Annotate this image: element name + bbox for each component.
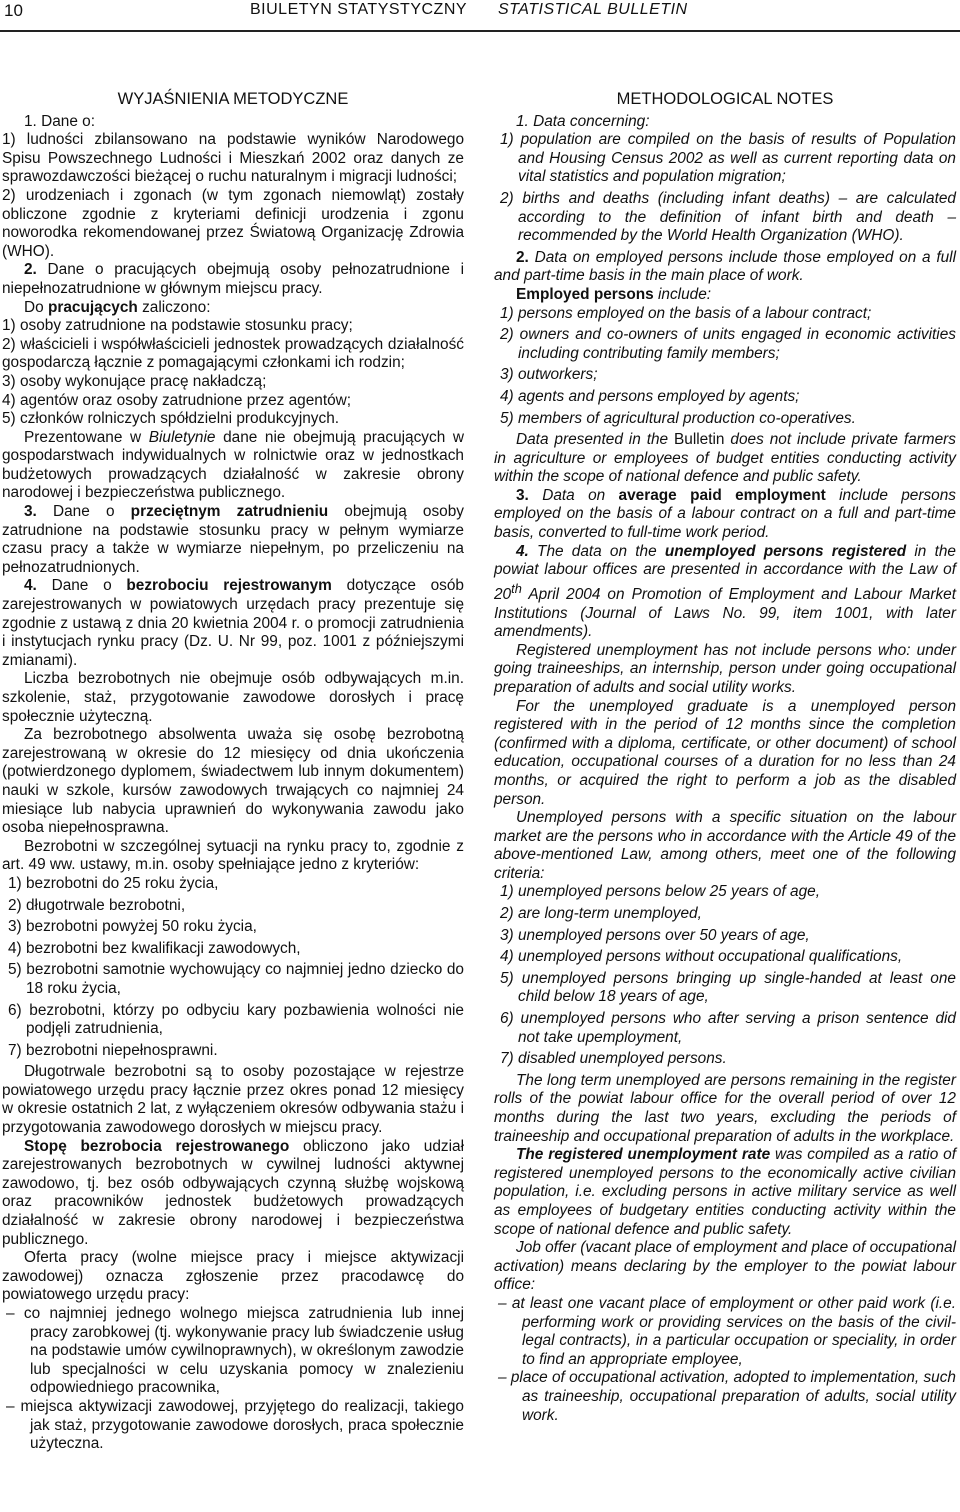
s4-pl [2, 577, 464, 670]
page-header [0, 0, 960, 32]
column-english [494, 90, 956, 1425]
paragraph-registered: Registered unemployment has not include persons who: under going traineeships, an internship, person under going occupational preparation of adults and social utility works. [494, 641, 956, 696]
paragraph-oferta: Oferta pracy (wolne miejsce pracy i miejsce aktywizacji zawodowej) oznacza zgłoszenie przez pracodawcę do powiatowego urzędu pracy: [2, 1249, 464, 1304]
list-item: 4) bezrobotni bez kwalifikacji zawodowych, [8, 939, 301, 957]
s2-number: 2. [516, 248, 529, 266]
dash-list-pl [2, 1305, 464, 1454]
s3-bold: average paid employment [618, 486, 826, 504]
criteria-list-en [494, 883, 956, 1068]
list-item: 5) bezrobotni samotnie wychowujący co najmniej jedno dziecko do 18 roku życia, [8, 961, 464, 997]
section-title-pl: WYJAŚNIENIA METODYCZNE [117, 90, 349, 108]
s4-bold: bezrobociu rejestrowanym [126, 577, 332, 595]
s4-pre: The data on the [537, 542, 657, 560]
list-item: 2) are long-term unemployed, [500, 905, 702, 923]
list-item: 5) unemployed persons bringing up single-handed at least one child below 18 years of age, [500, 969, 956, 1006]
s3-number: 3. [24, 503, 37, 521]
s2-text: Dane o pracujących obejmują osoby pełnozatrudnione i niepełnozatrudnione w głównym miejscu pracy. [2, 261, 465, 297]
s2-note-b: does not include private farmers in agriculture or employees of budget entities conducting activity within the scope of national defence and public safety. [494, 431, 956, 486]
s4-pre: Dane o [51, 577, 112, 595]
s4-number: 4. [24, 577, 37, 595]
s2-list-pl [2, 317, 464, 429]
list-item: 1) bezrobotni do 25 roku życia, [8, 874, 219, 892]
header-title-pl: BIULETYN STATYSTYCZNY [250, 1, 468, 18]
s2-post: zaliczono: [142, 298, 211, 316]
list-item: 1) osoby zatrudnione na podstawie stosunku pracy; [2, 317, 353, 335]
s2-bold: pracujących [47, 298, 138, 316]
list-item: 4) agentów oraz osoby zatrudnione przez agentów; [2, 391, 352, 409]
list-item: – co najmniej jednego wolnego miejsca zatrudnienia lub innej pracy zarobkowej (tj. wykonywanie pracy lub świadczenie usług na podstawie umów cywilnoprawnych), w określonym zawodzie lub specjalności w celu uzyskania pomocy w znalezieniu odpowiedniego pracownika, [6, 1305, 464, 1397]
list-item: 4) unemployed persons without occupational qualifications, [500, 948, 903, 966]
list-item: – at least one vacant place of employment or other paid work (i.e. performing work or providing services on the basis of the civil-legal contracts), in a particular occupation or speciality, in order to find an appropriate employee, [498, 1294, 956, 1368]
paragraph-dlugotrwale: Długotrwale bezrobotni są to osoby pozostające w rejestrze powiatowego urzędu pracy łącznie przez okres ponad 12 miesięcy w okresie ostatnich 2 lat, z wyłączeniem okresów odbywania stażu i przygotowania zawodowego dorosłych w miejscu pracy. [2, 1063, 464, 1137]
list-item: 7) bezrobotni niepełnosprawni. [8, 1041, 218, 1059]
s2-bold: Employed persons [516, 285, 654, 303]
list-item: 3) outworkers; [500, 366, 598, 384]
rate-rest: was compiled as a ratio of registered unemployed persons to the economically active civilian population, i.e. excluding persons in active military service as well as employees of budgetary entities conducting activity within the scope of national defence and public safety. [494, 1146, 956, 1238]
s2-pre: Do [24, 298, 44, 316]
s3-post: include persons employed on the basis of a labour contract on a full and part-time basis, converted to full-time work period. [494, 486, 956, 542]
list-item: 2) właścicieli i współwłaścicieli jednostek prowadzących działalność gospodarczą łącznie z pomagającymi członkami ich rodzin; [2, 335, 464, 372]
s4-en [494, 543, 956, 642]
list-item: 1) persons employed on the basis of a labour contract; [500, 304, 872, 322]
s3-pre: Dane o [53, 503, 115, 521]
s3-post: obejmują osoby zatrudnione na podstawie stosunku pracy w pełnym wymiarze czasu pracy a także w wymiarze niepełnym, po przeliczeniu na pełnozatrudnionych. [2, 503, 464, 576]
s4-bold: unemployed persons registered [664, 542, 907, 560]
s3-en [494, 487, 956, 543]
s3-pre: Data on [542, 486, 606, 504]
s2-note-b: dane nie obejmują pracujących w gospodarstwach indywidualnych w rolnictwie oraz w jednostkach budżetowych prowadzących działalność w zakresie obrony narodowej i bezpieczeństwa publicznego. [2, 428, 464, 502]
page-number: 10 [4, 1, 23, 20]
list-item: 2) urodzeniach i zgonach (w tym zgonach niemowląt) zostały obliczone zgodnie z kryteriami definicji urodzenia i zgonu noworodka rekomendowanej przez Światową Organizację Zdrowia (WHO). [2, 186, 464, 260]
paragraph-liczba: Liczba bezrobotnych nie obejmuje osób odbywających m.in. szkolenie, staż, przygotowanie zawodowe dorosłych i pracę społecznie użyteczną. [2, 670, 464, 725]
s1-head-pl: 1. Dane o: [24, 112, 96, 130]
list-item: 2) długotrwale bezrobotni, [8, 896, 186, 914]
s2-intro-pl [2, 261, 464, 298]
s1-list-pl [2, 131, 464, 261]
s4-number: 4. [516, 542, 529, 560]
criteria-list-pl [2, 875, 464, 1060]
list-item: 1) ludności zbilansowano na podstawie wyników Narodowego Spisu Powszechnego Ludności i Mieszkań 2002 oraz danych ze sprawozdawczości bieżącej o ruchu naturalnym i migracji ludności; [2, 131, 464, 186]
s2-lead-pl [2, 299, 464, 318]
list-item: 2) owners and co-owners of units engaged in economic activities including contributing family members; [500, 326, 956, 362]
list-item: – place of occupational activation, adopted to implementation, such as traineeship, occupational preparation of adults, social utility work. [498, 1369, 956, 1424]
paragraph-rate [494, 1146, 956, 1239]
s2-post: include: [657, 285, 712, 303]
list-item: 3) osoby wykonujące pracę nakładczą; [2, 372, 267, 390]
rate-bold: The registered unemployment rate [516, 1146, 771, 1164]
stopa-bold: Stopę bezrobocia rejestrowanego [24, 1137, 290, 1155]
s3-number: 3. [516, 486, 529, 504]
list-item: 2) births and deaths (including infant deaths) – are calculated according to the definition of infant birth and death – recommended by the World Health Organization (WHO). [500, 189, 956, 245]
paragraph-specific: Unemployed persons with a specific situation on the labour market are the persons who in accordance with the Article 49 of the above-mentioned Law, among others, meet one of the following criteria: [494, 809, 956, 882]
s2-lead-en [494, 286, 956, 305]
s1-list-en [494, 131, 956, 246]
s1-head-en: 1. Data concerning: [516, 112, 650, 130]
list-item: 1) unemployed persons below 25 years of age, [500, 883, 820, 901]
paragraph-stopa [2, 1138, 464, 1250]
paragraph-offer: Job offer (vacant place of employment and place of occupational activation) means declaring by the employer to the powiat labour office: [494, 1239, 956, 1294]
list-item: 1) population are compiled on the basis of results of Population and Housing Census 2002 as well as current reporting data on vital statistics and population migration; [500, 131, 956, 186]
list-item: 6) bezrobotni, którzy po odbyciu kary pozbawienia wolności nie podjęli zatrudnienia, [8, 1001, 464, 1038]
list-item: 4) agents and persons employed by agents; [500, 387, 800, 405]
s4-post-b: April 2004 on Promotion of Employment and Labour Market Institutions (Journal of Laws No. 99, item 1001, with later amendments). [494, 585, 956, 641]
list-item: 7) disabled unemployed persons. [500, 1050, 727, 1068]
paragraph-longterm: The long term unemployed are persons remaining in the register rolls of the powiat labour office for the overall period of over 12 months during the last two years, excluding the periods of traineeship and occupational preparation of adults in the workplace. [494, 1071, 956, 1145]
section-title-en: METHODOLOGICAL NOTES [616, 90, 834, 108]
paragraph-szczegolna: Bezrobotni w szczególnej sytuacji na rynku pracy to, zgodnie z art. 49 ww. ustawy, m.in. osoby spełniające jedno z kryteriów: [2, 837, 464, 874]
stopa-rest: obliczono jako udział zarejestrowanych bezrobotnych w cywilnej ludności aktywnej zawodowo, tj. bez osób odbywających czynną służbę wojskową oraz pracowników jednostek budżetowych prowadzących działalność w zakresie obrony narodowej i bezpieczeństwa publicznego. [2, 1137, 465, 1248]
s2-note-normal: Bulletin [674, 431, 725, 449]
s2-intro-en [494, 249, 956, 286]
list-item: 3) unemployed persons over 50 years of age, [500, 926, 810, 944]
s2-note-pl [2, 429, 464, 503]
column-polish [2, 90, 464, 1454]
s2-list-en [494, 305, 956, 429]
s2-note-en [494, 431, 956, 487]
s2-text: Data on employed persons include those employed on a full and part-time basis in the main place of work. [494, 248, 957, 285]
s4-post: dotyczące osób zarejestrowanych w powiatowych urzędach pracy prezentuje się zgodnie z ustawą z dnia 20 kwietnia 2004 r. o promocji zatrudnienia i instytucjach rynku pracy (Dz. U. Nr 99, poz. 1001 z późniejszymi zmianami). [2, 577, 464, 669]
paragraph-graduate: For the unemployed graduate is a unemployed person registered with in the period of 12 months since the completion (confirmed with a diploma, certificate, or other document) of school education, occupational courses of a duration for no less than 24 months, or acquired the right to perform a job as the disabled person. [494, 697, 956, 808]
list-item: 5) członków rolniczych spółdzielni produkcyjnych. [2, 410, 340, 428]
paragraph-absolwent: Za bezrobotnego absolwenta uważa się osobę bezrobotną zarejestrowaną w okresie do 12 miesięcy od dnia ukończenia (potwierdzonego dyplomem, świadectwem lub innym dokumentem) nauki w szkole, kursów zawodowych trwających co najmniej 24 miesiące lub nabycia uprawnień do wykonywania zawodu jako osoba niepełnosprawna. [2, 726, 464, 837]
s2-note-a: Prezentowane w [24, 428, 142, 446]
s4-sup: th [511, 580, 522, 596]
s2-note-a: Data presented in the [516, 431, 669, 449]
list-item: – miejsca aktywizacji zawodowej, przyjętego do realizacji, takiego jak staż, przygotowanie zawodowe dorosłych, praca społecznie użyteczna. [6, 1397, 464, 1453]
s2-number: 2. [24, 261, 37, 279]
list-item: 6) unemployed persons who after serving a prison sentence did not take upemployment, [500, 1010, 956, 1046]
list-item: 5) members of agricultural production co-operatives. [500, 409, 856, 427]
list-item: 3) bezrobotni powyżej 50 roku życia, [8, 918, 257, 936]
s3-pl [2, 503, 464, 577]
s2-note-italic: Biuletynie [148, 428, 216, 446]
s4-post-a: in the powiat labour offices are presented in accordance with the Law of 20 [494, 542, 956, 603]
dash-list-en [494, 1295, 956, 1425]
header-title-en: STATISTICAL BULLETIN [498, 1, 688, 18]
s3-bold: przeciętnym zatrudnieniu [130, 503, 329, 521]
